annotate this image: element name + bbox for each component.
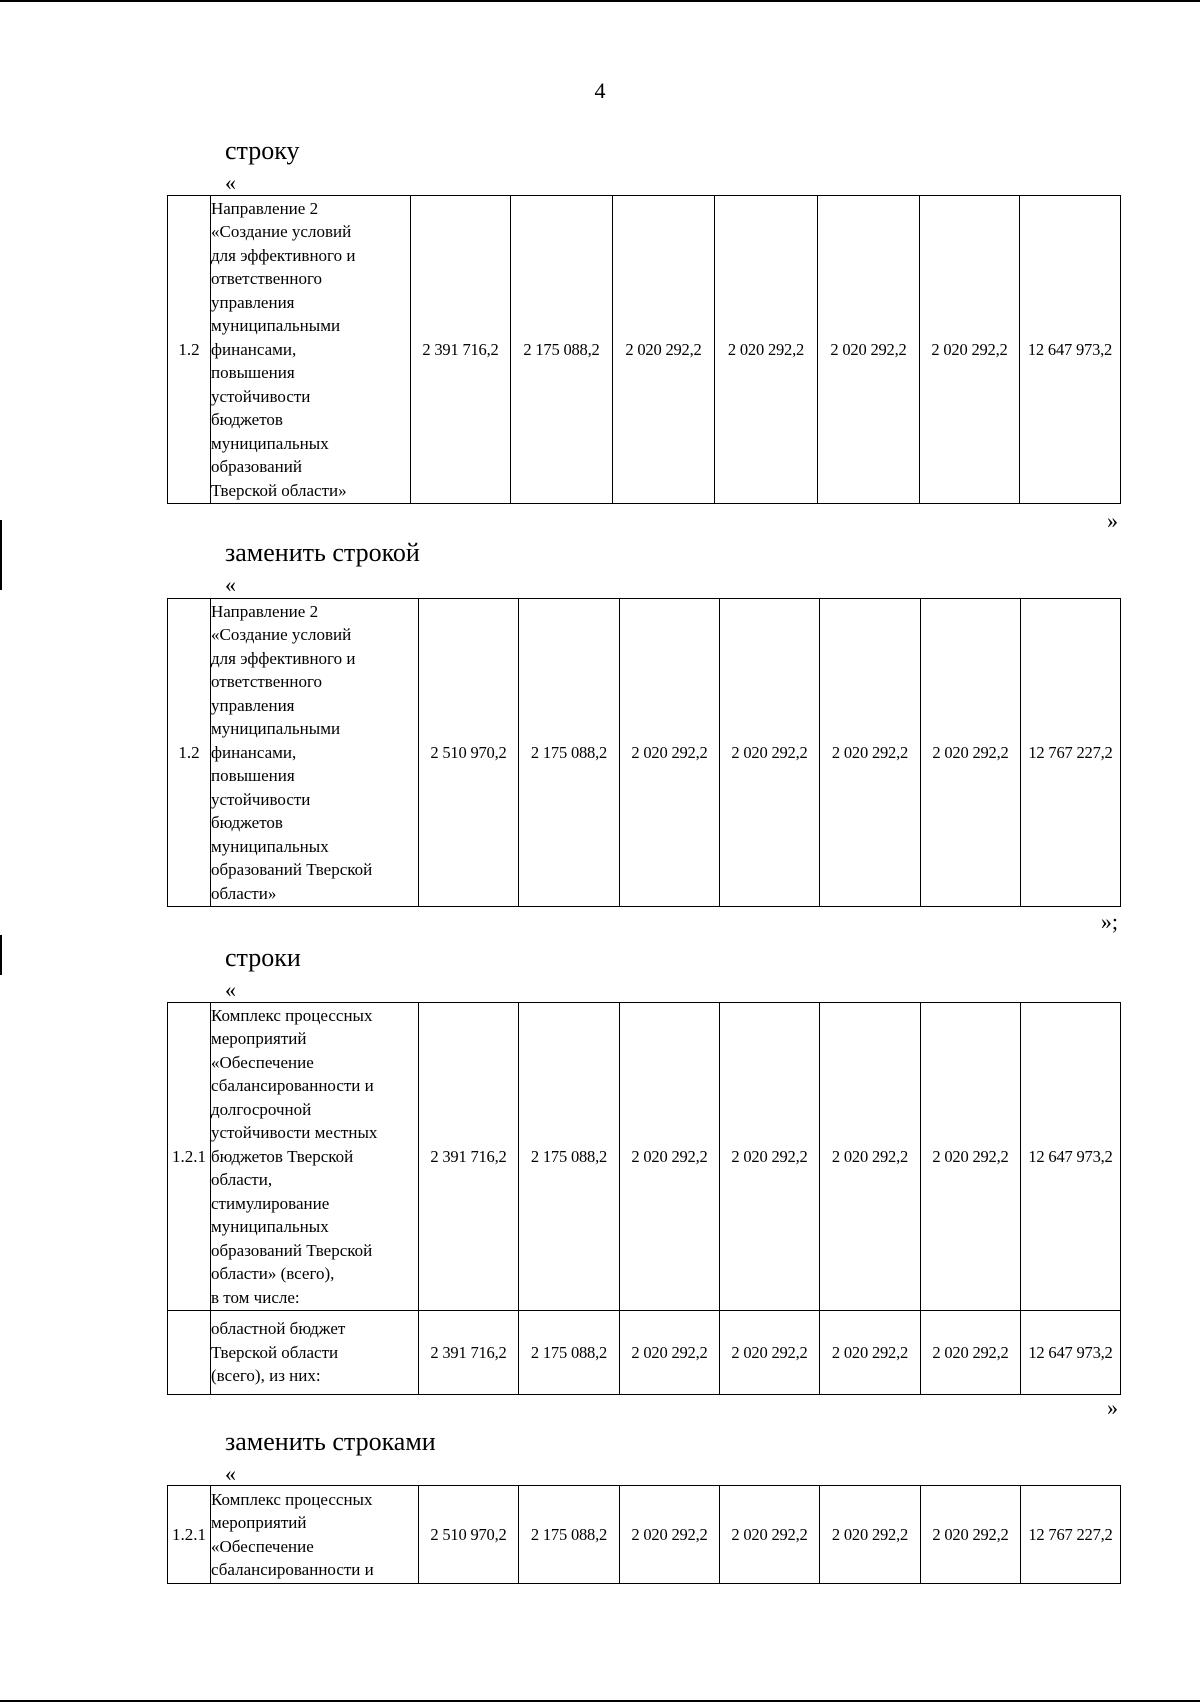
description-line: ответственного	[211, 672, 323, 692]
value-cell: 2 391 716,2	[419, 1003, 519, 1311]
description-line: сбалансированности и	[211, 1076, 374, 1096]
row-number: 1.2.1	[168, 1486, 211, 1584]
description-line: образований Тверской	[211, 1240, 373, 1260]
description-line: Тверской области	[211, 1342, 339, 1362]
description-line: ответственного	[211, 269, 323, 289]
description-line: бюджетов	[211, 813, 283, 833]
opening-quote: «	[225, 1461, 236, 1486]
table-row	[168, 196, 1121, 504]
description-line: областной бюджет	[211, 1319, 346, 1339]
value-cell: 2 020 292,2	[715, 196, 818, 504]
description-line: «Обеспечение	[211, 1536, 314, 1556]
value-cell: 2 391 716,2	[419, 1311, 519, 1395]
row-description	[211, 599, 419, 907]
value-cell: 2 020 292,2	[720, 1311, 820, 1395]
value-cell: 2 020 292,2	[620, 1486, 720, 1584]
section-heading: строки	[225, 943, 301, 972]
value-cell: 2 020 292,2	[921, 1003, 1021, 1311]
description-line: «Создание условий	[211, 625, 352, 645]
budget-table	[167, 1002, 1121, 1395]
description-line: долгосрочной	[211, 1099, 312, 1119]
description-line: области» (всего),	[211, 1264, 335, 1284]
value-cell: 2 020 292,2	[720, 1486, 820, 1584]
scan-edge-bottom	[0, 1700, 1200, 1702]
value-cell: 2 020 292,2	[620, 1003, 720, 1311]
scan-edge-top	[0, 0, 1200, 2]
description-line: управления	[211, 695, 295, 715]
total-cell: 12 647 973,2	[1020, 196, 1121, 504]
value-cell: 2 020 292,2	[921, 1486, 1021, 1584]
value-cell: 2 020 292,2	[720, 599, 820, 907]
row-number: 1.2	[168, 599, 211, 907]
description-line: устойчивости	[211, 386, 311, 406]
description-line: муниципальных	[211, 836, 329, 856]
value-cell: 2 510 970,2	[419, 599, 519, 907]
description-line: Комплекс процессных	[211, 1005, 373, 1025]
description-line: мероприятий	[211, 1513, 307, 1532]
table-row	[168, 1003, 1121, 1311]
value-cell: 2 020 292,2	[820, 1311, 921, 1395]
value-cell: 2 175 088,2	[519, 1311, 620, 1395]
value-cell: 2 020 292,2	[921, 599, 1021, 907]
table-row	[168, 1486, 1121, 1584]
scan-edge-left	[0, 935, 2, 975]
description-line: муниципальными	[211, 316, 341, 336]
description-line: мероприятий	[211, 1029, 307, 1049]
description-line: бюджетов Тверской	[211, 1146, 354, 1166]
value-cell: 2 020 292,2	[720, 1003, 820, 1311]
value-cell: 2 020 292,2	[820, 599, 921, 907]
value-cell: 2 391 716,2	[411, 196, 511, 504]
value-cell: 2 020 292,2	[820, 1003, 921, 1311]
table-row	[168, 599, 1121, 907]
row-number: 1.2	[168, 196, 211, 504]
description-line: Комплекс процессных	[211, 1489, 373, 1509]
value-cell: 2 020 292,2	[820, 1486, 921, 1584]
description-line: финансами,	[211, 742, 297, 762]
description-line: повышения	[211, 363, 295, 383]
row-description	[211, 1486, 419, 1584]
value-cell: 2 175 088,2	[519, 599, 620, 907]
section-heading: строку	[225, 136, 300, 165]
section-heading: заменить строками	[225, 1427, 436, 1456]
description-line: «Обеспечение	[211, 1052, 314, 1072]
value-cell: 2 175 088,2	[519, 1003, 620, 1311]
total-cell: 12 647 973,2	[1021, 1311, 1121, 1395]
description-line: Тверской области»	[211, 480, 347, 500]
scan-edge-left	[0, 520, 2, 590]
description-line: стимулирование	[211, 1193, 330, 1213]
value-cell: 2 510 970,2	[419, 1486, 519, 1584]
description-line: муниципальных	[211, 1217, 329, 1237]
value-cell: 2 175 088,2	[519, 1486, 620, 1584]
description-line: области,	[211, 1170, 273, 1190]
description-line: образований Тверской	[211, 860, 373, 880]
value-cell: 2 020 292,2	[921, 1311, 1021, 1395]
row-description	[211, 1311, 419, 1395]
value-cell: 2 020 292,2	[920, 196, 1020, 504]
value-cell: 2 175 088,2	[511, 196, 613, 504]
total-cell: 12 767 227,2	[1021, 599, 1121, 907]
description-line: сбалансированности и	[211, 1560, 374, 1579]
table-row	[168, 1311, 1121, 1395]
section-heading: заменить строкой	[225, 538, 420, 567]
description-line: устойчивости местных	[211, 1123, 378, 1143]
closing-quote: »	[1107, 1395, 1118, 1420]
description-line: «Создание условий	[211, 222, 352, 242]
total-cell: 12 767 227,2	[1021, 1486, 1121, 1584]
value-cell: 2 020 292,2	[620, 1311, 720, 1395]
opening-quote: «	[225, 572, 236, 597]
row-number: 1.2.1	[168, 1003, 211, 1311]
description-line: (всего), из них:	[211, 1366, 321, 1386]
description-line: муниципальных	[211, 433, 329, 453]
closing-quote: »	[1107, 508, 1118, 533]
budget-table	[167, 195, 1121, 504]
description-line: образований	[211, 457, 302, 477]
page-number: 4	[594, 78, 606, 103]
description-line: области»	[211, 883, 277, 903]
description-line: Направление 2	[211, 601, 319, 621]
description-line: устойчивости	[211, 789, 311, 809]
description-line: для эффективного и	[211, 245, 356, 265]
row-description	[211, 1003, 419, 1311]
description-line: муниципальными	[211, 719, 341, 739]
row-number	[168, 1311, 211, 1395]
opening-quote: «	[225, 170, 236, 195]
description-line: в том числе:	[211, 1287, 300, 1307]
description-line: повышения	[211, 766, 295, 786]
value-cell: 2 020 292,2	[620, 599, 720, 907]
budget-table	[167, 1485, 1121, 1584]
description-line: бюджетов	[211, 410, 283, 430]
description-line: управления	[211, 292, 295, 312]
total-cell: 12 647 973,2	[1021, 1003, 1121, 1311]
description-line: для эффективного и	[211, 648, 356, 668]
opening-quote: «	[225, 977, 236, 1002]
closing-quote: »;	[1100, 909, 1118, 934]
value-cell: 2 020 292,2	[613, 196, 715, 504]
row-description	[211, 196, 411, 504]
value-cell: 2 020 292,2	[818, 196, 920, 504]
description-line: Направление 2	[211, 198, 319, 218]
budget-table	[167, 598, 1121, 907]
description-line: финансами,	[211, 339, 297, 359]
